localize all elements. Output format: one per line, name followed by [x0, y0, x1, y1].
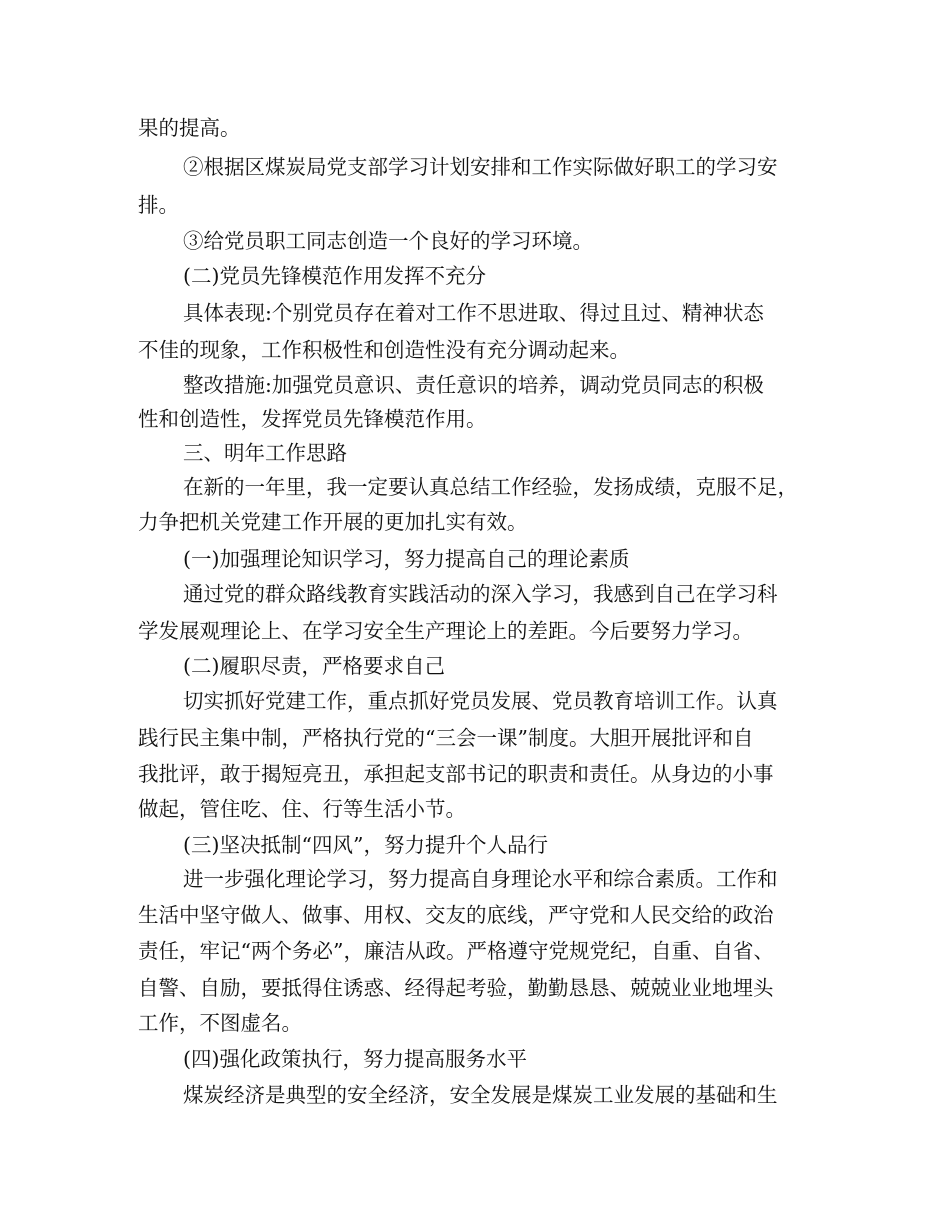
- text-line: 性和创造性，发挥党员先锋模范作用。: [138, 407, 487, 431]
- text-line: 进一步强化理论学习，努力提高自身理论水平和综合素质。工作和: [183, 867, 778, 891]
- section-heading: (三)坚决抵制“四风”，努力提升个人品行: [183, 833, 548, 857]
- text-line: ②根据区煤炭局党支部学习计划安排和工作实际做好职工的学习安: [183, 155, 778, 179]
- section-heading: (四)强化政策执行，努力提高服务水平: [183, 1047, 527, 1071]
- section-heading: (一)加强理论知识学习，努力提高自己的理论素质: [183, 547, 630, 571]
- section-heading: 三、明年工作思路: [183, 441, 347, 465]
- text-line: 我批评，敢于揭短亮丑，承担起支部书记的职责和责任。从身边的小事: [138, 762, 774, 786]
- text-line: 生活中坚守做人、做事、用权、交友的底线，严守党和人民交给的政治: [138, 903, 774, 927]
- text-line: 具体表现:个别党员存在着对工作不思进取、得过且过、精神状态: [183, 301, 764, 325]
- text-line: ③给党员职工同志创造一个良好的学习环境。: [183, 229, 593, 253]
- text-line: 排。: [138, 193, 179, 217]
- text-line: 不佳的现象，工作积极性和创造性没有充分调动起来。: [138, 338, 630, 362]
- text-line: 果的提高。: [138, 116, 241, 140]
- text-line: 工作，不图虚名。: [138, 1011, 302, 1035]
- section-heading: (二)履职尽责，严格要求自己: [183, 654, 445, 678]
- text-line: 切实抓好党建工作，重点抓好党员发展、党员教育培训工作。认真: [183, 689, 778, 713]
- text-line: 责任，牢记“两个务必”，廉洁从政。严格遵守党规党纪，自重、自省、: [138, 939, 774, 963]
- text-line: 在新的一年里，我一定要认真总结工作经验，发扬成绩，克服不足，: [183, 475, 798, 499]
- text-line: 践行民主集中制，严格执行党的“三会一课”制度。大胆开展批评和自: [138, 726, 754, 750]
- text-line: 整改措施:加强党员意识、责任意识的培养，调动党员同志的积极: [183, 373, 764, 397]
- text-line: 自警、自励，要抵得住诱惑、经得起考验，勤勤恳恳、兢兢业业地埋头: [138, 976, 774, 1000]
- text-line: 煤炭经济是典型的安全经济，安全发展是煤炭工业发展的基础和生: [183, 1083, 778, 1107]
- text-line: 通过党的群众路线教育实践活动的深入学习，我感到自己在学习科: [183, 582, 778, 606]
- text-line: 做起，管住吃、住、行等生活小节。: [138, 797, 466, 821]
- text-line: 力争把机关党建工作开展的更加扎实有效。: [138, 510, 528, 534]
- text-line: 学发展观理论上、在学习安全生产理论上的差距。今后要努力学习。: [138, 619, 753, 643]
- section-heading: (二)党员先锋模范作用发挥不充分: [183, 264, 486, 288]
